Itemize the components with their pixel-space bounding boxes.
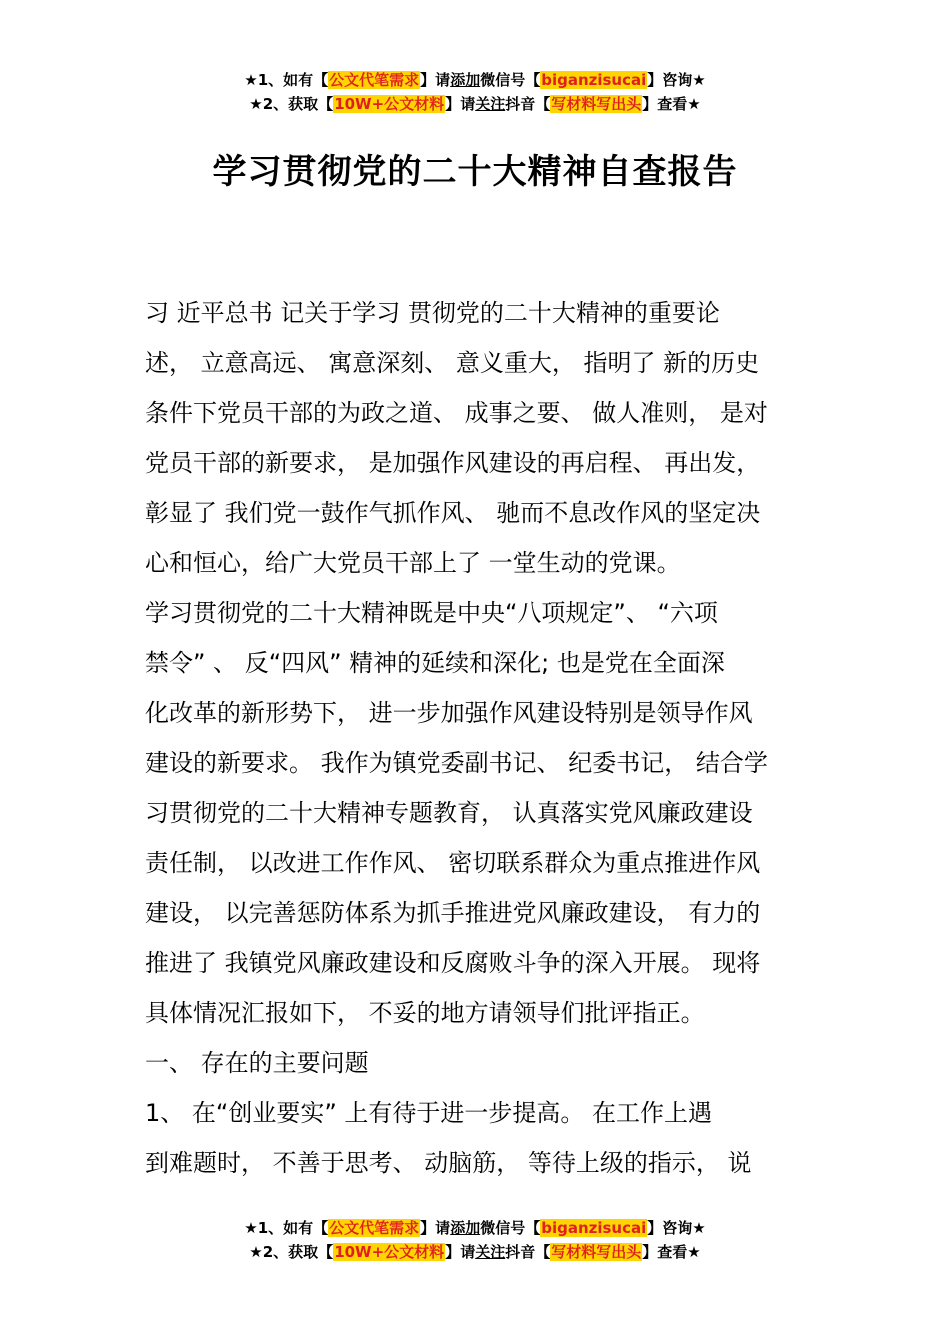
promo-text: 微信号【	[480, 1219, 541, 1237]
promo-underlined: 关注	[475, 1243, 506, 1261]
promo-text: 】查看★	[642, 95, 701, 113]
promo-underlined: 关注	[475, 95, 506, 113]
promo-douyin-id: 写材料写出头	[551, 1243, 642, 1261]
footer-promo-banner	[0, 1216, 950, 1264]
body-line: 建设的新要求。 我作为镇党委副书记、 纪委书记， 结合学	[145, 749, 768, 777]
promo-highlight: 10W+公文材料	[334, 1243, 445, 1261]
promo-text: 】咨询★	[647, 1219, 706, 1237]
promo-text: 】请	[420, 71, 451, 89]
promo-text: 抖音【	[505, 1243, 551, 1261]
body-line: 责任制， 以改进工作作风、 密切联系群众为重点推进作风	[145, 849, 761, 877]
promo-wechat-id: biganzisucai	[541, 71, 647, 89]
promo-douyin-id: 写材料写出头	[551, 95, 642, 113]
promo-highlight: 公文代笔需求	[329, 71, 420, 89]
body-line: 党员干部的新要求， 是加强作风建设的再启程、 再出发，	[145, 449, 761, 477]
body-line: 化改革的新形势下， 进一步加强作风建设特别是领导作风	[145, 699, 753, 727]
promo-text: ★1、如有【	[244, 71, 329, 89]
body-line: 禁令” 、 反“四风” 精神的延续和深化; 也是党在全面深	[145, 649, 725, 677]
document-title: 学习贯彻党的二十大精神自查报告	[212, 152, 738, 192]
promo-line-2	[0, 1240, 950, 1264]
body-line: 述， 立意高远、 寓意深刻、 意义重大， 指明了 新的历史	[145, 349, 760, 377]
promo-underlined: 添加	[450, 1219, 481, 1237]
body-line: 到难题时， 不善于思考、 动脑筋， 等待上级的指示， 说	[145, 1149, 752, 1177]
body-line: 具体情况汇报如下， 不妥的地方请领导们批评指正。	[145, 999, 705, 1027]
promo-text: 微信号【	[480, 71, 541, 89]
promo-text: ★1、如有【	[244, 1219, 329, 1237]
section-heading: 一、 存在的主要问题	[145, 1049, 369, 1077]
promo-text: 】请	[445, 95, 476, 113]
promo-text: 】请	[445, 1243, 476, 1261]
promo-text: 】咨询★	[647, 71, 706, 89]
body-line: 彰显了 我们党一鼓作气抓作风、 驰而不息改作风的坚定决	[145, 499, 761, 527]
promo-text: ★2、获取【	[249, 95, 334, 113]
promo-wechat-id: biganzisucai	[541, 1219, 647, 1237]
body-line: 条件下党员干部的为政之道、 成事之要、 做人准则， 是对	[145, 399, 768, 427]
promo-line-1	[0, 1216, 950, 1240]
body-line: 建设， 以完善惩防体系为抓手推进党风廉政建设， 有力的	[145, 899, 761, 927]
promo-underlined: 添加	[450, 71, 481, 89]
promo-text: 】请	[420, 1219, 451, 1237]
body-line: 心和恒心，给广大党员干部上了 一堂生动的党课。	[145, 549, 681, 577]
document-body	[145, 288, 810, 1188]
promo-text: 】查看★	[642, 1243, 701, 1261]
promo-line-1	[0, 68, 950, 92]
body-line: 1、 在“创业要实” 上有待于进一步提高。 在工作上遇	[145, 1099, 713, 1127]
promo-highlight: 公文代笔需求	[329, 1219, 420, 1237]
body-line: 习贯彻党的二十大精神专题教育， 认真落实党风廉政建设	[145, 799, 753, 827]
body-line: 推进了 我镇党风廉政建设和反腐败斗争的深入开展。 现将	[145, 949, 761, 977]
body-line: 学习贯彻党的二十大精神既是中央“八项规定”、 “六项	[145, 599, 718, 627]
promo-line-2	[0, 92, 950, 116]
promo-text: 抖音【	[505, 95, 551, 113]
promo-highlight: 10W+公文材料	[334, 95, 445, 113]
body-line: 习 近平总书 记关于学习 贯彻党的二十大精神的重要论	[145, 299, 720, 327]
promo-text: ★2、获取【	[249, 1243, 334, 1261]
header-promo-banner	[0, 68, 950, 116]
